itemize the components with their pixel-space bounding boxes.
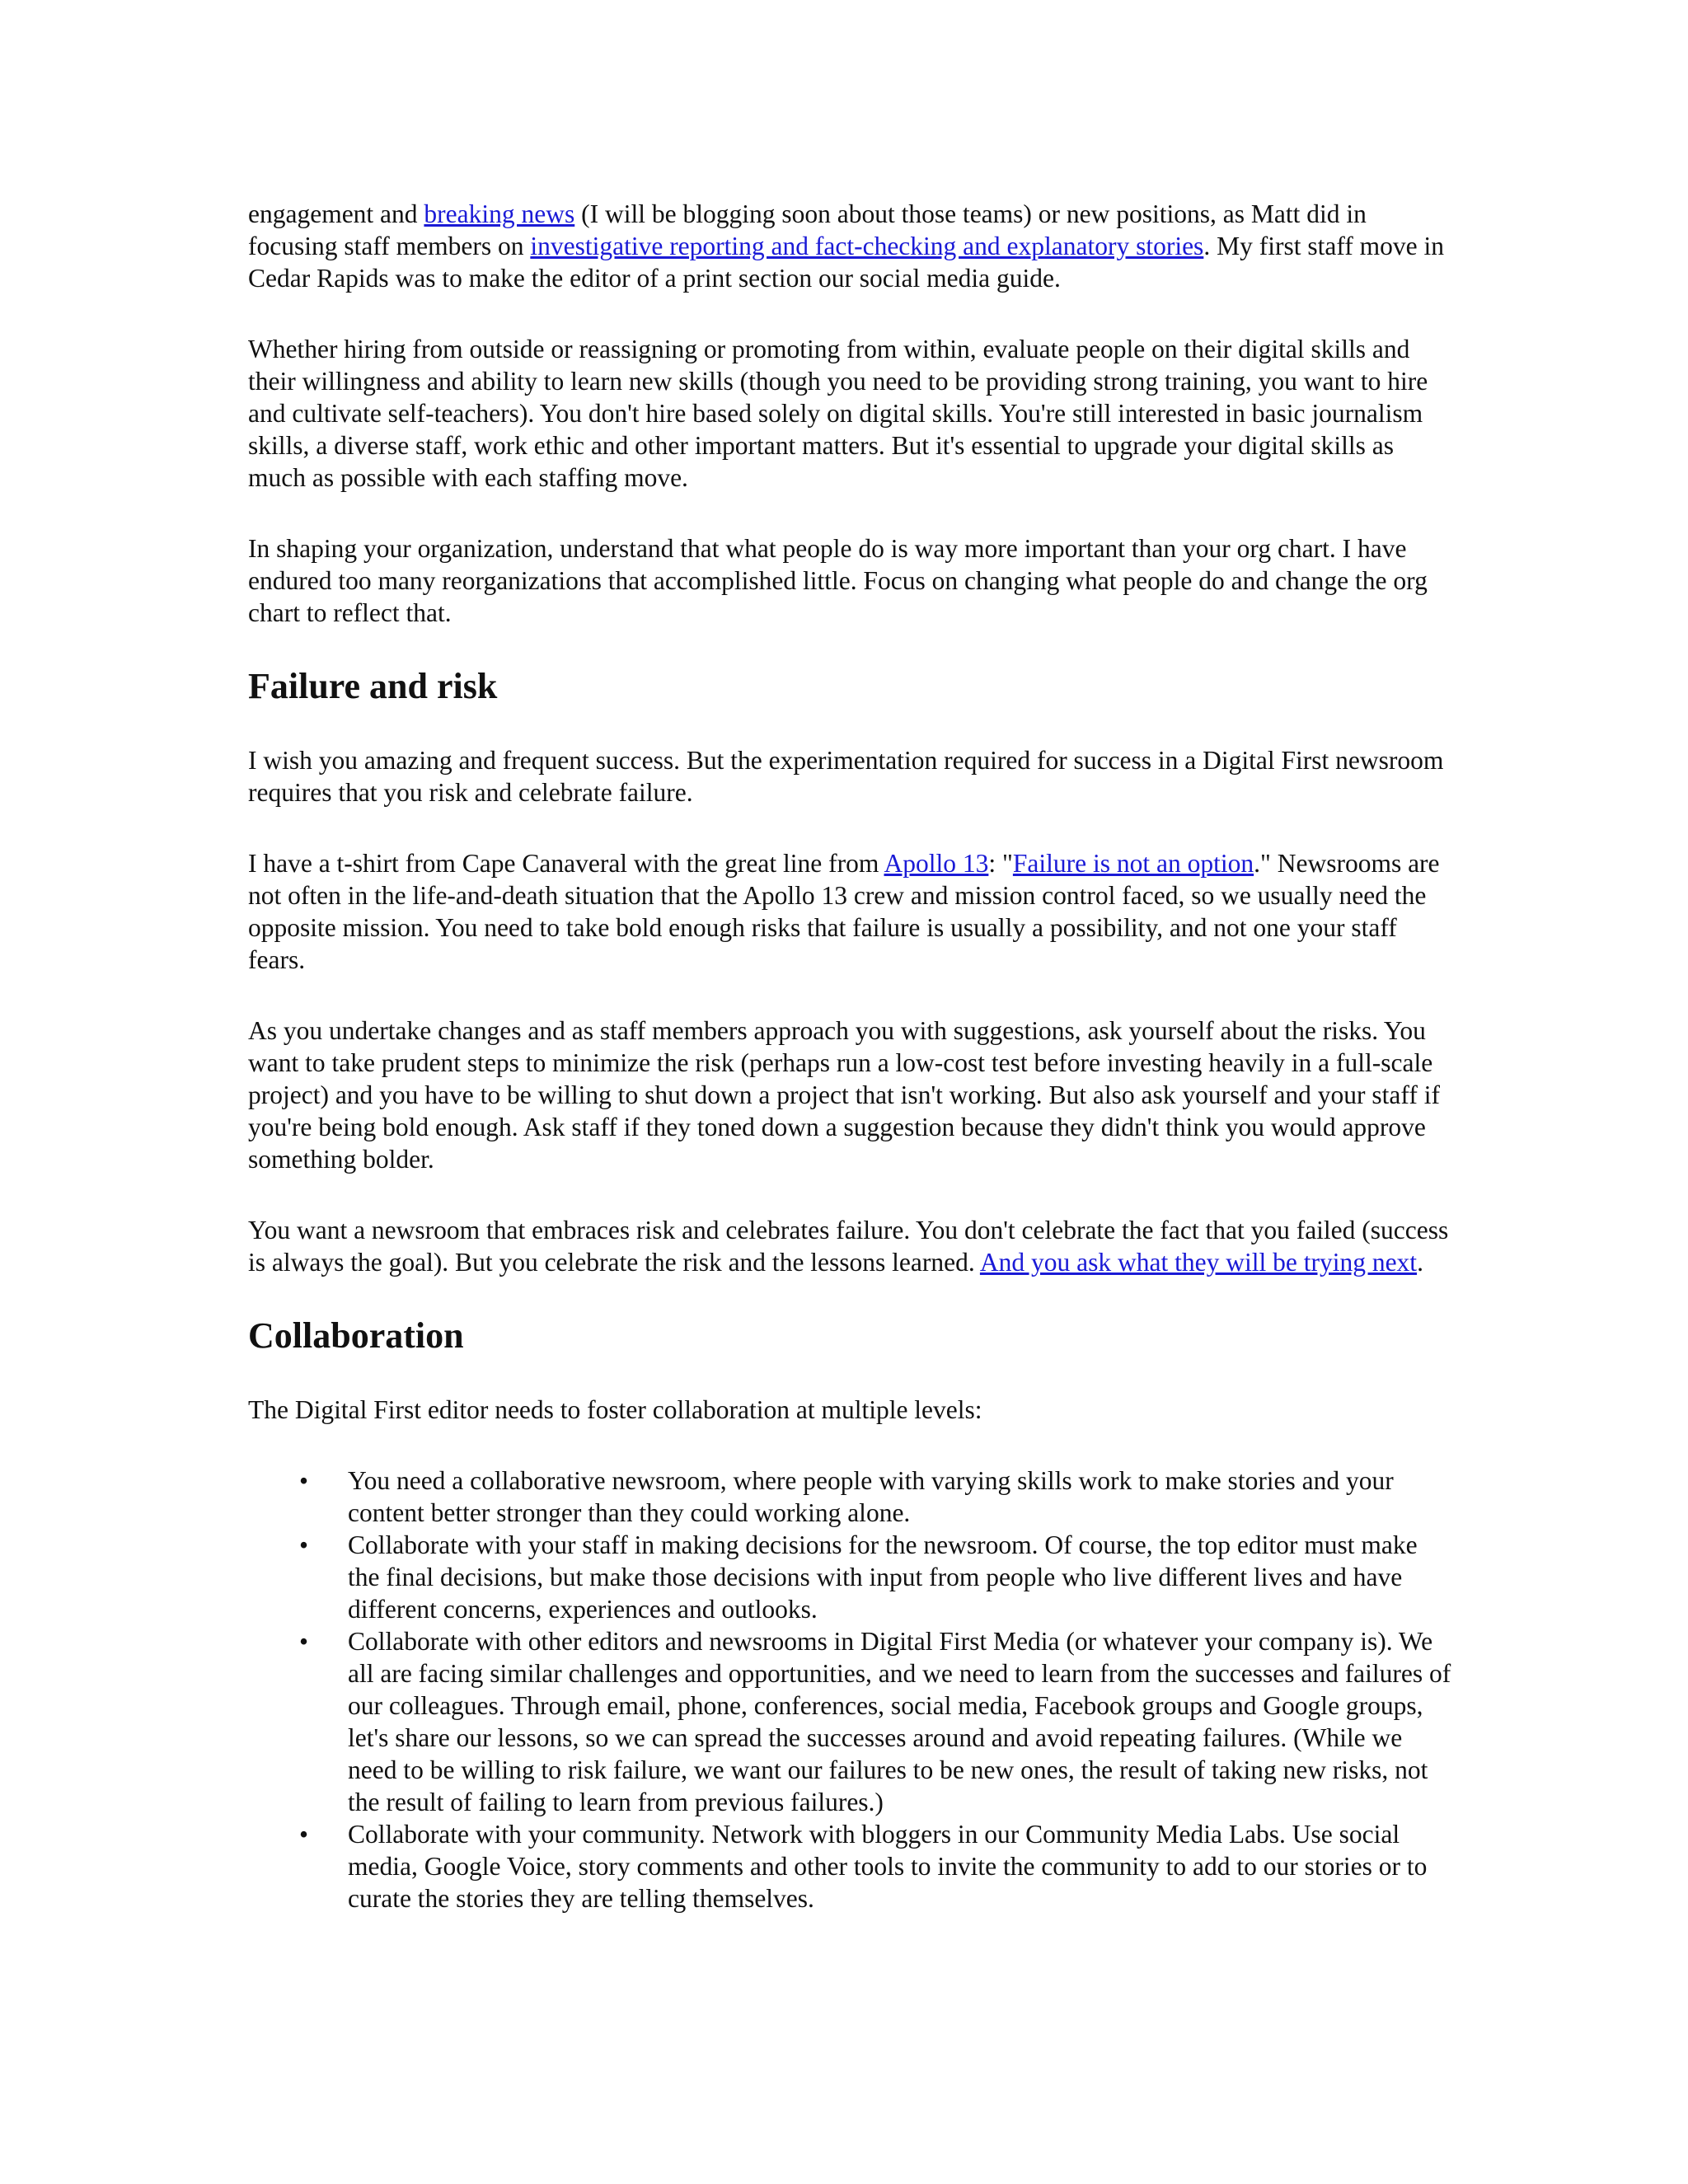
list-item-text: You need a collaborative newsroom, where people with varying skills work to make stories and your content better stronger than they could working alone.: [348, 1466, 1394, 1527]
paragraph-text: You want a newsroom that embraces risk and celebrates failure. You don't celebrate the fact that you failed (success is always the goal). But you celebrate the risk and the lessons learned.: [248, 1216, 1449, 1277]
bullet-icon: •: [299, 1820, 309, 1849]
heading-failure-and-risk: Failure and risk: [248, 666, 498, 706]
paragraph-text: I have a t-shirt from Cape Canaveral with the great line from: [248, 849, 884, 878]
breaking-news-link[interactable]: breaking news: [424, 199, 575, 228]
list-item: [248, 1625, 1451, 1818]
paragraph-staffing-positions: [248, 198, 1451, 294]
bullet-icon: •: [299, 1627, 309, 1656]
paragraph-hiring: Whether hiring from outside or reassigning or promoting from within, evaluate people on their digital skills and their willingness and ability to learn new skills (though you need to be providing strong training, you want to hire and cultivate self-teachers). You don't hire based solely on digital skills. You're still interested in basic journalism skills, a diverse staff, work ethic and other important matters. But it's essential to upgrade your digital skills as much as possible with each staffing move.: [248, 335, 1428, 492]
collaboration-list: [248, 1465, 1451, 1915]
paragraph-success: I wish you amazing and frequent success. But the experimentation required for success in a Digital First newsroom requires that you risk and celebrate failure.: [248, 746, 1444, 807]
paragraph-apollo: [248, 847, 1451, 976]
paragraph-text: . My first staff move in Cedar Rapids was to make the editor of a print section our social media guide.: [248, 232, 1444, 293]
paragraph-text: .: [1417, 1248, 1423, 1277]
paragraph-embrace-risk: [248, 1214, 1451, 1278]
heading-collaboration: Collaboration: [248, 1315, 464, 1356]
paragraph-text: : ": [988, 849, 1013, 878]
paragraph-text: engagement and: [248, 199, 424, 228]
paragraph-collab-intro: The Digital First editor needs to foster collaboration at multiple levels:: [248, 1395, 982, 1424]
list-item-text: Collaborate with your community. Network with bloggers in our Community Media Labs. Use social media, Google Voice, story comments and other tools to invite the community to add to our stories or to curate the stories they are telling themselves.: [348, 1820, 1428, 1913]
paragraph-risks: As you undertake changes and as staff members approach you with suggestions, ask yourself about the risks. You want to take prudent steps to minimize the risk (perhaps run a low-cost test before investing heavily in a full-scale project) and you have to be willing to shut down a project that isn't working. But also ask yourself and your staff if you're being bold enough. Ask staff if they toned down a suggestion because they didn't think you would approve something bolder.: [248, 1016, 1440, 1174]
bullet-icon: •: [299, 1530, 309, 1559]
investigative-reporting-link[interactable]: investigative reporting and fact-checking and explanatory stories: [530, 232, 1204, 260]
apollo-13-link[interactable]: Apollo 13: [884, 849, 989, 878]
list-item: [248, 1529, 1451, 1625]
list-item-text: Collaborate with your staff in making decisions for the newsroom. Of course, the top editor must make the final decisions, but make those decisions with input from people who live different lives and have different concerns, experiences and outlooks.: [348, 1530, 1418, 1624]
list-item-text: Collaborate with other editors and newsrooms in Digital First Media (or whatever your company is). We all are facing similar challenges and opportunities, and we need to learn from the successes and failures of our colleagues. Through email, phone, conferences, social media, Facebook groups and Google groups, let's share our lessons, so we can spread the successes around and avoid repeating failures. (While we need to be willing to risk failure, we want our failures to be new ones, the result of taking new risks, not the result of failing to learn from previous failures.): [348, 1627, 1451, 1816]
list-item: [248, 1465, 1451, 1529]
trying-next-link[interactable]: And you ask what they will be trying next: [979, 1248, 1418, 1277]
list-item: [248, 1818, 1451, 1915]
paragraph-org-chart: In shaping your organization, understand that what people do is way more important than your org chart. I have endured too many reorganizations that accomplished little. Focus on changing what people do and change the org chart to reflect that.: [248, 534, 1428, 627]
failure-not-option-link[interactable]: Failure is not an option: [1012, 849, 1254, 878]
paragraph-text: (I will be blogging soon about those teams) or new positions, as Matt did in focusing staff members on: [248, 199, 1367, 260]
bullet-icon: •: [299, 1466, 309, 1495]
document-page: [248, 198, 1451, 1915]
paragraph-text: ." Newsrooms are not often in the life-and-death situation that the Apollo 13 crew and mission control faced, so we usually need the opposite mission. You need to take bold enough risks that failure is usually a possibility, and not one your staff fears.: [248, 849, 1440, 974]
